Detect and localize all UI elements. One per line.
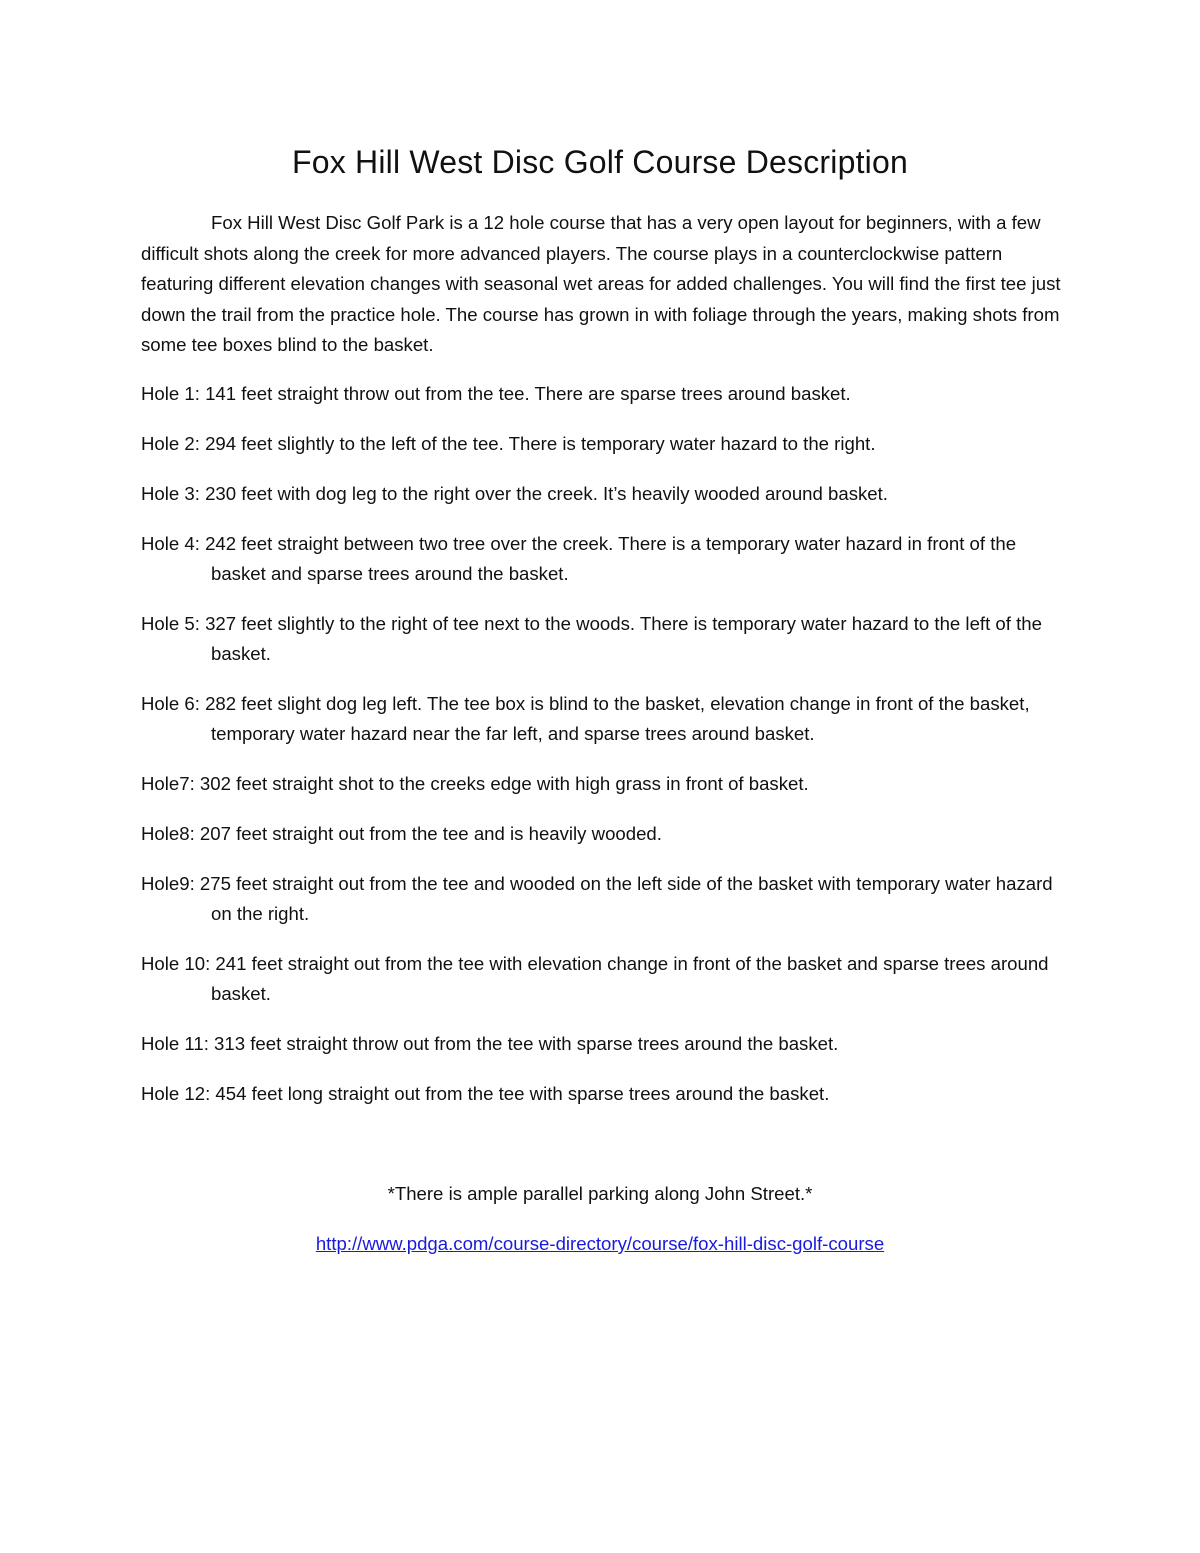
hole-4-description: Hole 4: 242 feet straight between two tree over the creek. There is a temporary water hazard in front of the basket and sparse trees around the basket. <box>141 533 1017 584</box>
hole-7-description: Hole7: 302 feet straight shot to the creeks edge with high grass in front of basket. <box>141 773 809 794</box>
hole-12-description: Hole 12: 454 feet long straight out from the tee with sparse trees around the basket. <box>141 1083 830 1104</box>
page-title: Fox Hill West Disc Golf Course Description <box>292 144 908 180</box>
hole-11-description: Hole 11: 313 feet straight throw out from the tee with sparse trees around the basket. <box>141 1033 839 1054</box>
parking-note: *There is ample parallel parking along John Street.* <box>387 1183 813 1204</box>
hole-5-description: Hole 5: 327 feet slightly to the right of tee next to the woods. There is temporary water hazard to the left of the basket. <box>141 613 1042 664</box>
hole-8-description: Hole8: 207 feet straight out from the tee and is heavily wooded. <box>141 823 662 844</box>
link-row <box>0 1229 1200 1259</box>
hole-1-description: Hole 1: 141 feet straight throw out from the tee. There are sparse trees around basket. <box>141 383 851 404</box>
intro-paragraph: Fox Hill West Disc Golf Park is a 12 hole course that has a very open layout for beginners, with a few difficult shots along the creek for more advanced players. The course plays in a counterclockwise pattern featuring different elevation changes with seasonal wet areas for added challenges. You will find the first tee just down the trail from the practice hole. The course has grown in with foliage through the years, making shots from some tee boxes blind to the basket. <box>141 212 1061 355</box>
hole-2-description: Hole 2: 294 feet slightly to the left of the tee. There is temporary water hazard to the right. <box>141 433 876 454</box>
hole-list <box>141 379 1061 1129</box>
hole-3-description: Hole 3: 230 feet with dog leg to the right over the creek. It’s heavily wooded around basket. <box>141 483 888 504</box>
hole-9-description: Hole9: 275 feet straight out from the tee and wooded on the left side of the basket with temporary water hazard on the right. <box>141 873 1053 924</box>
hole-10-description: Hole 10: 241 feet straight out from the tee with elevation change in front of the basket and sparse trees around basket. <box>141 953 1049 1004</box>
hole-6-description: Hole 6: 282 feet slight dog leg left. The tee box is blind to the basket, elevation change in front of the basket, temporary water hazard near the far left, and sparse trees around basket. <box>141 693 1030 744</box>
pdga-course-link[interactable]: http://www.pdga.com/course-directory/course/fox-hill-disc-golf-course <box>315 1233 885 1254</box>
